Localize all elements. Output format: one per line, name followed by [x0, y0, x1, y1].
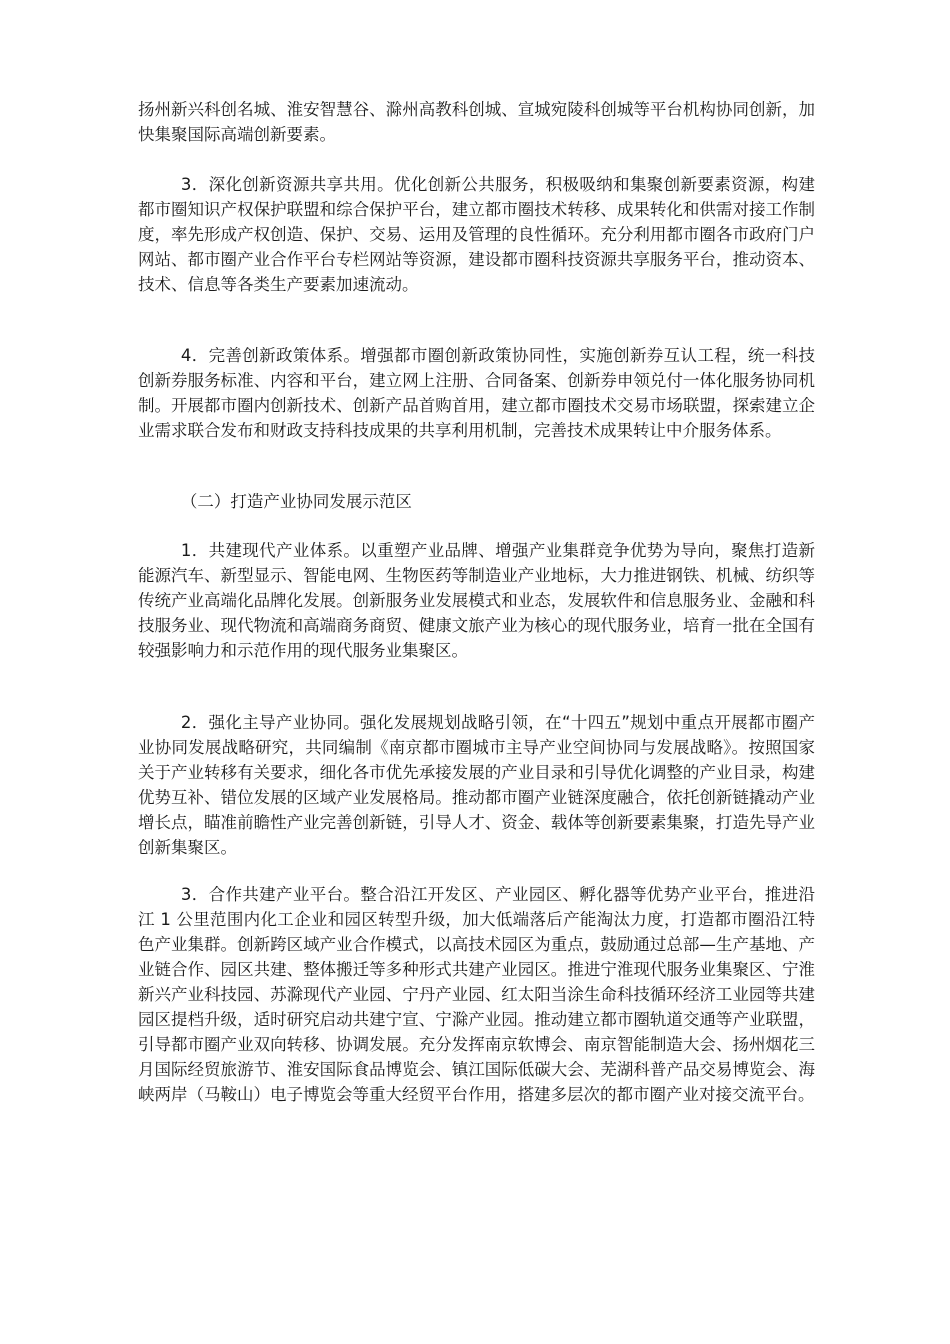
section-heading: （二）打造产业协同发展示范区 — [180, 492, 412, 511]
paragraph-item-4-policy-system: 4．完善创新政策体系。增强都市圈创新政策协同性，实施创新券互认工程，统一科技创新券服务标准、内容和平台，建立网上注册、合同备案、创新券申领兑付一体化服务协同机制。开展都市圈内创新技术、创新产品首购首用，建立都市圈技术交易市场联盟，探索建立企业需求联合发布和财政支持科技成果的共享利用机制，完善技术成果转让中介服务体系。 — [138, 346, 815, 440]
paragraph-item-1-industry-system: 1．共建现代产业体系。以重塑产业品牌、增强产业集群竞争优势为导向，聚焦打造新能源汽车、新型显示、智能电网、生物医药等制造业产业地标，大力推进钢铁、机械、纺织等传统产业高端化品牌化发展。创新服务业发展模式和业态，发展软件和信息服务业、金融和科技服务业、现代物流和高端商务商贸、健康文旅产业为核心的现代服务业，培育一批在全国有较强影响力和示范作用的现代服务业集聚区。 — [138, 541, 815, 660]
paragraph-continuation: 扬州新兴科创名城、淮安智慧谷、滁州高教科创城、宣城宛陵科创城等平台机构协同创新，加快集聚国际高端创新要素。 — [138, 100, 815, 144]
paragraph-item-2-leading-industries: 2．强化主导产业协同。强化发展规划战略引领，在“十四五”规划中重点开展都市圈产业协同发展战略研究，共同编制《南京都市圈城市主导产业空间协同与发展战略》。按照国家关于产业转移有关要求，细化各市优先承接发展的产业目录和引导优化调整的产业目录，构建优势互补、错位发展的区域产业发展格局。推动都市圈产业链深度融合，依托创新链撬动产业增长点，瞄准前瞻性产业完善创新链，引导人才、资金、载体等创新要素集聚，打造先导产业创新集聚区。 — [138, 713, 815, 857]
paragraph-item-3-industry-platforms: 3．合作共建产业平台。整合沿江开发区、产业园区、孵化器等优势产业平台，推进沿江 1 公里范围内化工企业和园区转型升级，加大低端落后产能淘汰力度，打造都市圈沿江特色产业集群。创新跨区域产业合作模式，以高技术园区为重点，鼓励通过总部—生产基地、产业链合作、园区共建、整体搬迁等多种形式共建产业园区。推进宁淮现代服务业集聚区、宁淮新兴产业科技园、苏滁现代产业园、宁丹产业园、红太阳当涂生命科技循环经济工业园等共建园区提档升级，适时研究启动共建宁宣、宁滁产业园。推动建立都市圈轨道交通等产业联盟，引导都市圈产业双向转移、协调发展。充分发挥南京软博会、南京智能制造大会、扬州烟花三月国际经贸旅游节、淮安国际食品博览会、镇江国际低碳大会、芜湖科普产品交易博览会、海峡两岸（马鞍山）电子博览会等重大经贸平台作用，搭建多层次的都市圈产业对接交流平台。 — [138, 885, 815, 1104]
paragraph-item-3-resource-sharing: 3．深化创新资源共享共用。优化创新公共服务，积极吸纳和集聚创新要素资源，构建都市圈知识产权保护联盟和综合保护平台，建立都市圈技术转移、成果转化和供需对接工作制度，率先形成产权创造、保护、交易、运用及管理的良性循环。充分利用都市圈各市政府门户网站、都市圈产业合作平台专栏网站等资源，建设都市圈科技资源共享服务平台，推动资本、技术、信息等各类生产要素加速流动。 — [138, 175, 815, 294]
